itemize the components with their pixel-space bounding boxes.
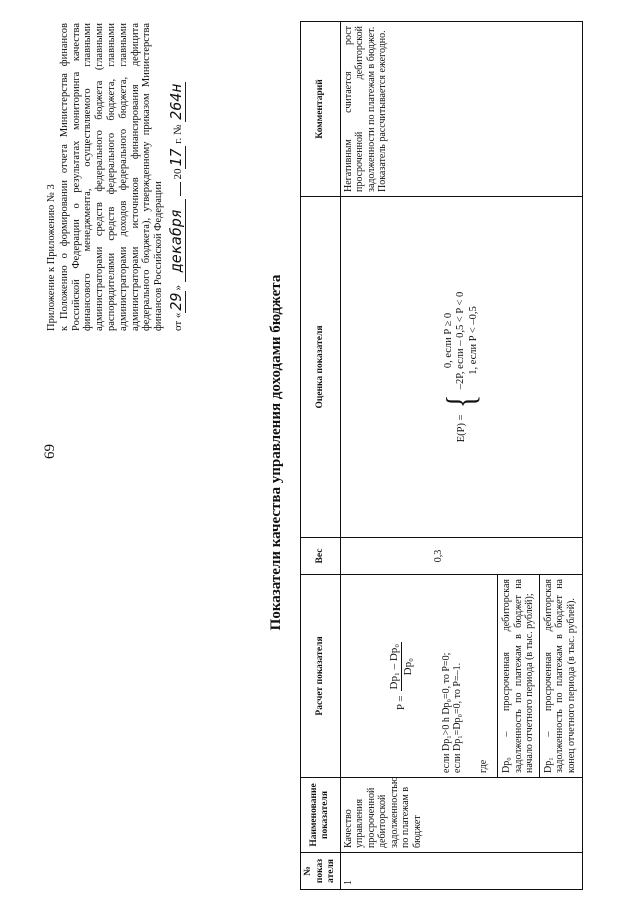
calc-condition-2: если Dp₁=Dp₀=0, то P=–1. bbox=[452, 662, 463, 773]
calc-condition-1: если Dp₁>0 h Dp₀=0, то P=0; bbox=[440, 652, 452, 773]
approval-date-line bbox=[166, 23, 185, 331]
document-title: Показатели качества управления доходами бюджета bbox=[268, 274, 284, 631]
approval-number: 264н bbox=[166, 83, 185, 120]
row-num: 1 bbox=[340, 853, 583, 890]
approval-block bbox=[46, 23, 185, 331]
calc-where: где bbox=[477, 759, 489, 773]
evaluation-case-3: 1, если P < –0,5 bbox=[467, 306, 479, 375]
calc-definition-dp1: Dp₁ – просроченная дебиторская задолженность по платежам в бюджет на конец отчетного периода (в тыс. рублей). bbox=[539, 575, 581, 777]
date-prefix: от « bbox=[171, 312, 184, 331]
evaluation-cases bbox=[443, 292, 481, 390]
number-label: г. № bbox=[171, 124, 184, 144]
table-row bbox=[340, 22, 583, 890]
header-calc: Расчет показателя bbox=[301, 575, 341, 778]
approval-body: к Положению о формировании отчета Министерства финансов Российской Федерации о результатах мониторинга качества финансового менеджмента, осуществляемого главными администраторами средств федерального бюджета (главными распорядителями средств федерального бюджета, главными администраторами доходов федерального бюджета, главными администраторами источников финансирования дефицита федерального бюджета), утвержденному приказом Министерства финансов Российской Федерации bbox=[58, 23, 165, 331]
formula-numerator: Dp₁ – Dp₀ bbox=[389, 642, 403, 692]
evaluation-case-1: 0, если P ≥ 0 bbox=[442, 312, 454, 369]
row-weight: 0,3 bbox=[340, 538, 583, 575]
row-calc bbox=[340, 575, 583, 778]
formula-lhs: P = bbox=[394, 695, 407, 711]
calc-definition-dp0: Dp₀ – просроченная дебиторская задолженность по платежам в бюджет на начало отчетного периода (в тыс. рублей); bbox=[497, 575, 539, 777]
header-weight: Вес bbox=[301, 538, 341, 575]
blank-line bbox=[180, 182, 181, 196]
header-evaluation: Оценка показателя bbox=[301, 197, 341, 538]
date-mid: » bbox=[171, 285, 184, 291]
year-prefix: 20 bbox=[171, 168, 184, 180]
calc-formula bbox=[389, 579, 415, 773]
approval-month: декабря bbox=[167, 199, 186, 282]
row-comment bbox=[340, 22, 583, 197]
comment-text-2: Показатель рассчитывается ежегодно. bbox=[377, 30, 388, 192]
evaluation-case-2: –2P, если – 0,5 < P < 0 bbox=[455, 291, 466, 390]
header-comment: Комментарий bbox=[301, 22, 341, 197]
row-name: Качество управления просроченной дебиторской задолженностью по платежам в бюджет bbox=[340, 778, 583, 853]
indicators-table bbox=[300, 21, 583, 890]
approval-year: 17 bbox=[166, 148, 185, 167]
row-evaluation bbox=[340, 197, 583, 538]
left-brace-icon: { bbox=[438, 395, 484, 409]
evaluation-lhs: E(P) = bbox=[455, 414, 467, 443]
formula-fraction bbox=[389, 642, 415, 692]
evaluation-formula bbox=[438, 201, 484, 533]
page-number: 69 bbox=[42, 444, 58, 459]
approval-header: Приложение к Приложению № 3 bbox=[46, 184, 57, 331]
header-num: № показ ателя bbox=[301, 853, 341, 890]
formula-denominator: Dp₀ bbox=[402, 658, 414, 676]
comment-text-1: Негативным считается рост просроченной дебиторской задолженности по платежам в бюджет. bbox=[342, 26, 377, 192]
header-name: Наименование показателя bbox=[301, 778, 341, 853]
approval-day: 29 bbox=[166, 292, 185, 311]
table-header-row bbox=[301, 22, 341, 890]
